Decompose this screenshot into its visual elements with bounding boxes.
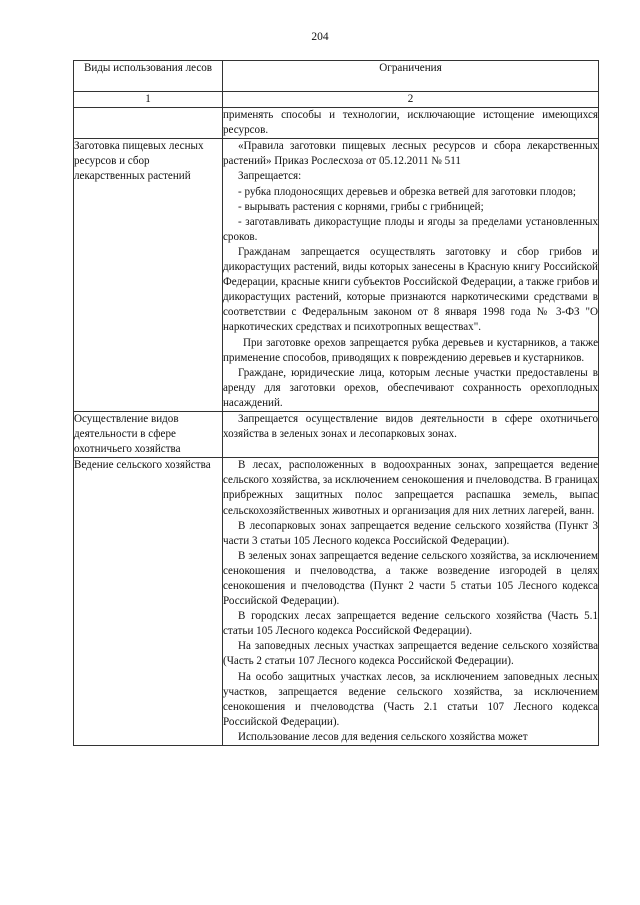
usage-type-cell: Заготовка пищевых лесных ресурсов и сбор лекарственных растений bbox=[74, 139, 223, 412]
column-number-1: 1 bbox=[74, 92, 223, 108]
restriction-paragraph: Гражданам запрещается осуществлять заготовку и сбор грибов и дикорастущих растений, виды которых занесены в Красную книгу Российской Федерации, красные книги субъектов Российской Федерации, а также грибов и дикорастущих растений, которые признаются наркотическими средствами в соответствии с Федеральным законом от 8 января 1998 года № 3-ФЗ "О наркотических средствах и психотропных веществах". bbox=[223, 245, 598, 334]
restriction-paragraph: В городских лесах запрещается ведение сельского хозяйства (Часть 5.1 статьи 105 Лесного кодекса Российской Федерации). bbox=[223, 610, 598, 638]
usage-type-cell: Осуществление видов деятельности в сфере охотничьего хозяйства bbox=[74, 411, 223, 457]
restriction-paragraph: - заготавливать дикорастущие плоды и ягоды за пределами установленных сроков. bbox=[223, 215, 598, 243]
header-row bbox=[74, 61, 599, 92]
restriction-paragraph: Запрещается: bbox=[238, 170, 302, 183]
restriction-paragraph: На заповедных лесных участках запрещается ведение сельского хозяйства (Часть 2 статьи 107 Лесного кодекса Российской Федерации). bbox=[223, 640, 598, 668]
restriction-paragraph: Граждане, юридические лица, которым лесные участки предоставлены в аренду для заготовки орехов, обеспечивают сохранность орехоплодных насаждений. bbox=[223, 366, 598, 409]
header-restrictions: Ограничения bbox=[223, 61, 599, 92]
restriction-paragraph: - рубка плодоносящих деревьев и обрезка ветвей для заготовки плодов; bbox=[238, 185, 576, 198]
header-usage-type: Виды использования лесов bbox=[74, 61, 223, 92]
page-number: 204 bbox=[311, 31, 329, 43]
restriction-cell bbox=[223, 411, 599, 457]
restriction-paragraph: В лесопарковых зонах запрещается ведение сельского хозяйства (Пункт 3 части 3 статьи 105 Лесного кодекса Российской Федерации). bbox=[223, 519, 598, 547]
restrictions-table bbox=[73, 60, 599, 746]
restriction-paragraph: При заготовке орехов запрещается рубка деревьев и кустарников, а также применение способов, приводящих к повреждению деревьев и кустарников. bbox=[223, 336, 598, 364]
table-body bbox=[74, 108, 599, 746]
restriction-cell bbox=[223, 458, 599, 746]
restriction-paragraph: Использование лесов для ведения сельского хозяйства может bbox=[238, 730, 528, 743]
column-number-2: 2 bbox=[223, 92, 599, 108]
restriction-paragraph: Запрещается осуществление видов деятельности в сфере охотничьего хозяйства в зеленых зонах и лесопарковых зонах. bbox=[223, 412, 598, 441]
restriction-paragraph: - вырывать растения с корнями, грибы с грибницей; bbox=[238, 200, 484, 213]
usage-type-cell: Ведение сельского хозяйства bbox=[74, 458, 223, 746]
column-number-row bbox=[74, 92, 599, 108]
restriction-paragraph: В зеленых зонах запрещается ведение сельского хозяйства, за исключением сенокошения и пчеловодства, а также возведение изгородей в целях сенокошения и пчеловодства (Пункт 2 части 5 статьи 105 Лесного кодекса Российской Федерации). bbox=[223, 549, 598, 608]
table-header bbox=[74, 61, 599, 108]
restriction-paragraph: На особо защитных участках лесов, за исключением заповедных лесных участков, запрещается ведение сельского хозяйства, за исключением сенокошения и пчеловодства (Часть 2.1 статьи 107 Лесного кодекса Российской Федерации). bbox=[223, 670, 598, 728]
table-row bbox=[74, 411, 599, 457]
restriction-paragraph: применять способы и технологии, исключающие истощение имеющихся ресурсов. bbox=[223, 109, 598, 137]
restriction-paragraph: В лесах, расположенных в водоохранных зонах, запрещается ведение сельского хозяйства, за исключением сенокошения и пчеловодства. В границах прибрежных защитных полос запрещается распашка земель, выпас сельскохозяйственных животных и организация для них летних лагерей, ванн. bbox=[223, 459, 598, 517]
table-row bbox=[74, 458, 599, 746]
table-row bbox=[74, 139, 599, 412]
table-row bbox=[74, 108, 599, 139]
restriction-cell bbox=[223, 108, 599, 139]
restriction-cell bbox=[223, 139, 599, 412]
restriction-paragraph: «Правила заготовки пищевых лесных ресурсов и сбора лекарственных растений» Приказ Рослесхоза от 05.12.2011 № 511 bbox=[223, 140, 598, 168]
usage-type-cell bbox=[74, 108, 223, 139]
